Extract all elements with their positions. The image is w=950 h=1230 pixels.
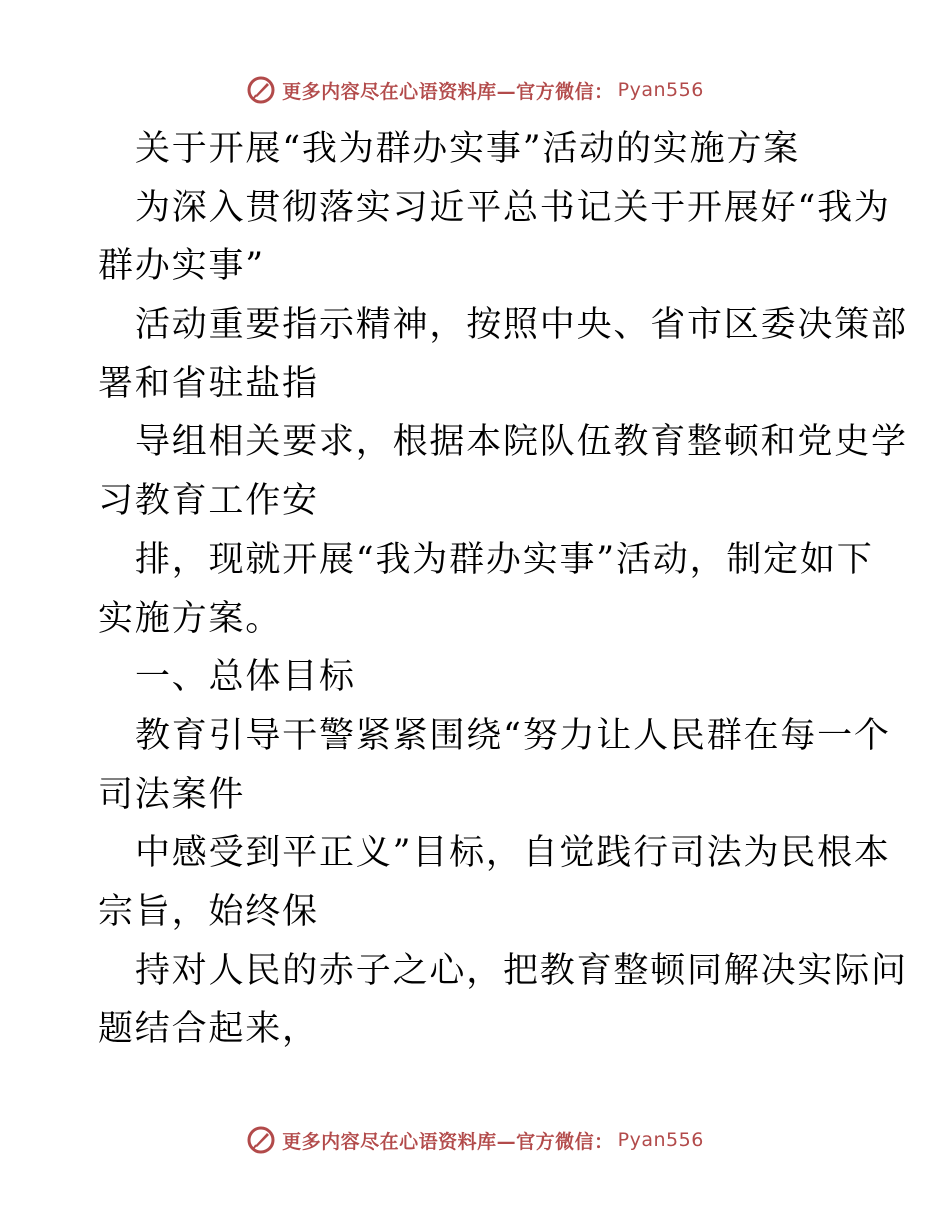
watermark-id: Pyan556	[617, 1129, 704, 1151]
paragraph-line: 持对人民的赤子之心，把教育整顿同解决实际问	[135, 950, 908, 991]
watermark-id: Pyan556	[617, 79, 704, 101]
document-body	[98, 120, 908, 1059]
paragraph-line: 署和省驻盐指	[98, 363, 319, 404]
section-heading: 一、总体目标	[135, 657, 356, 698]
footer-watermark	[0, 1122, 950, 1158]
paragraph-line: 群办实事”	[98, 246, 265, 287]
quill-logo-icon	[246, 1125, 276, 1155]
paragraph-line: 教育引导干警紧紧围绕“努力让人民群在每一个	[135, 715, 891, 756]
watermark-text: 更多内容尽在心语资料库—官方微信：	[282, 80, 614, 103]
quill-logo-icon	[246, 75, 276, 105]
paragraph-line: 习教育工作安	[98, 481, 319, 522]
paragraph-line: 实施方案。	[98, 598, 283, 639]
paragraph-line: 活动重要指示精神，按照中央、省市区委决策部	[135, 305, 908, 346]
paragraph-line: 中感受到平正义”目标，自觉践行司法为民根本	[135, 833, 891, 874]
paragraph-line: 为深入贯彻落实习近平总书记关于开展好“我为	[135, 187, 891, 228]
paragraph-line: 排，现就开展“我为群办实事”活动，制定如下	[135, 539, 874, 580]
header-watermark	[0, 72, 950, 108]
paragraph-line: 题结合起来，	[98, 1009, 319, 1050]
watermark-text: 更多内容尽在心语资料库—官方微信：	[282, 1130, 614, 1153]
paragraph-line: 导组相关要求，根据本院队伍教育整顿和党史学	[135, 422, 908, 463]
paragraph-line: 宗旨，始终保	[98, 891, 319, 932]
document-title: 关于开展“我为群办实事”活动的实施方案	[135, 129, 800, 169]
paragraph-line: 司法案件	[98, 774, 246, 815]
